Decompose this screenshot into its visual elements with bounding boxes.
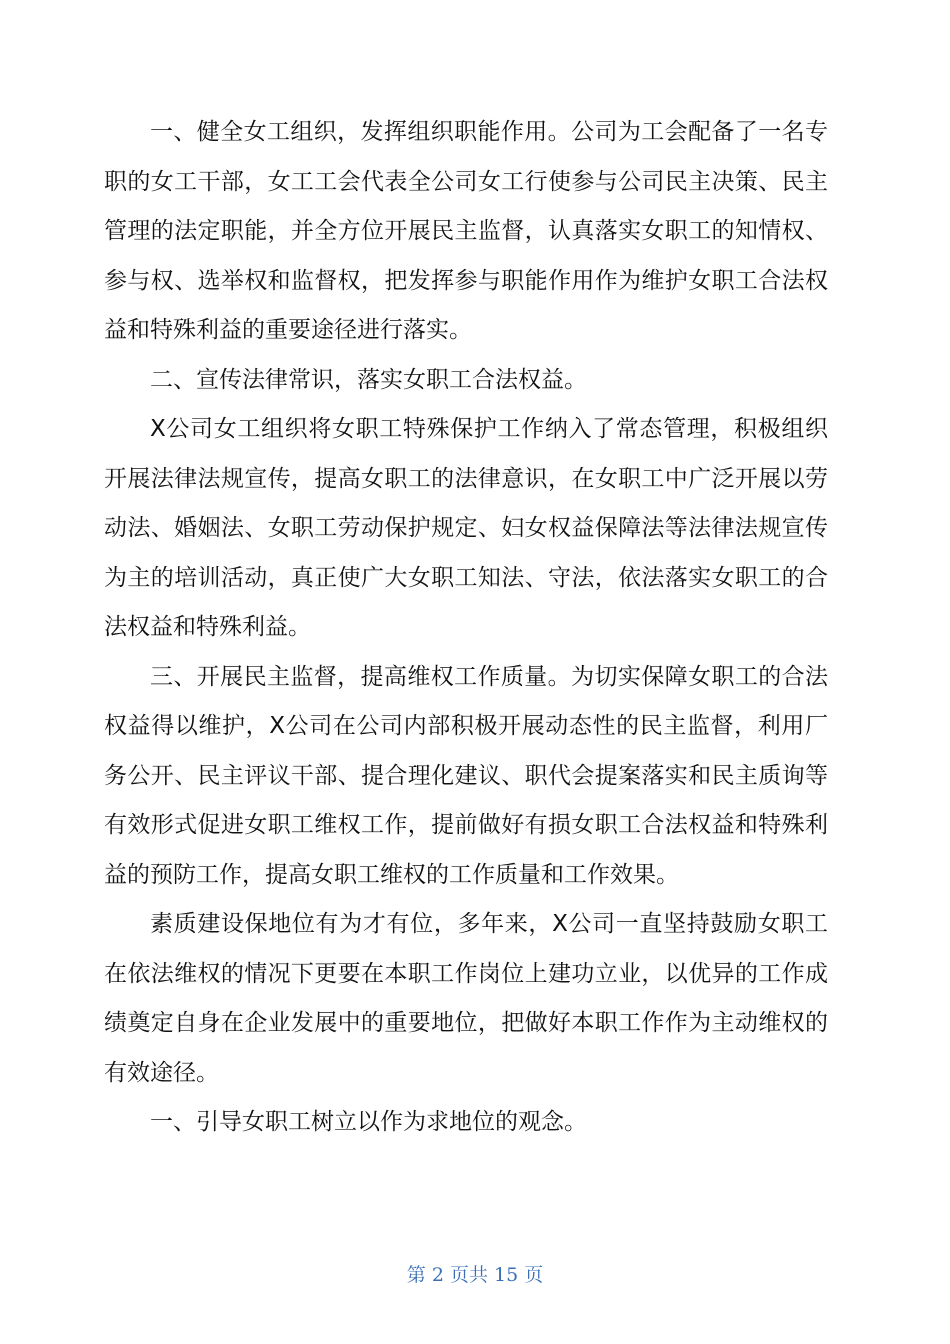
document-body [104, 108, 828, 1148]
page-number-footer: 第 2 页共 15 页 [406, 1264, 544, 1286]
paragraph-4: 三、开展民主监督，提高维权工作质量。为切实保障女职工的合法权益得以维护，X公司在公司内部积极开展动态性的民主监督，利用厂务公开、民主评议干部、提合理化建议、职代会提案落实和民主质询等有效形式促进女职工维权工作，提前做好有损女职工合法权益和特殊利益的预防工作，提高女职工维权的工作质量和工作效果。 [104, 663, 828, 888]
paragraph-6: 一、引导女职工树立以作为求地位的观念。 [150, 1109, 587, 1135]
paragraph-5: 素质建设保地位有为才有位，多年来，X公司一直坚持鼓励女职工在依法维权的情况下更要在本职工作岗位上建功立业，以优异的工作成绩奠定自身在企业发展中的重要地位，把做好本职工作作为主动维权的有效途径。 [104, 911, 828, 1086]
paragraph-3: X公司女工组织将女职工特殊保护工作纳入了常态管理，积极组织开展法律法规宣传，提高女职工的法律意识，在女职工中广泛开展以劳动法、婚姻法、女职工劳动保护规定、妇女权益保障法等法律法规宣传为主的培训活动，真正使广大女职工知法、守法，依法落实女职工的合法权益和特殊利益。 [104, 416, 828, 640]
paragraph-1: 一、健全女工组织，发挥组织职能作用。公司为工会配备了一名专职的女工干部，女工工会代表全公司女工行使参与公司民主决策、民主管理的法定职能，并全方位开展民主监督，认真落实女职工的知情权、参与权、选举权和监督权，把发挥参与职能作用作为维护女职工合法权益和特殊利益的重要途径进行落实。 [104, 119, 828, 343]
paragraph-2: 二、宣传法律常识，落实女职工合法权益。 [150, 366, 587, 393]
